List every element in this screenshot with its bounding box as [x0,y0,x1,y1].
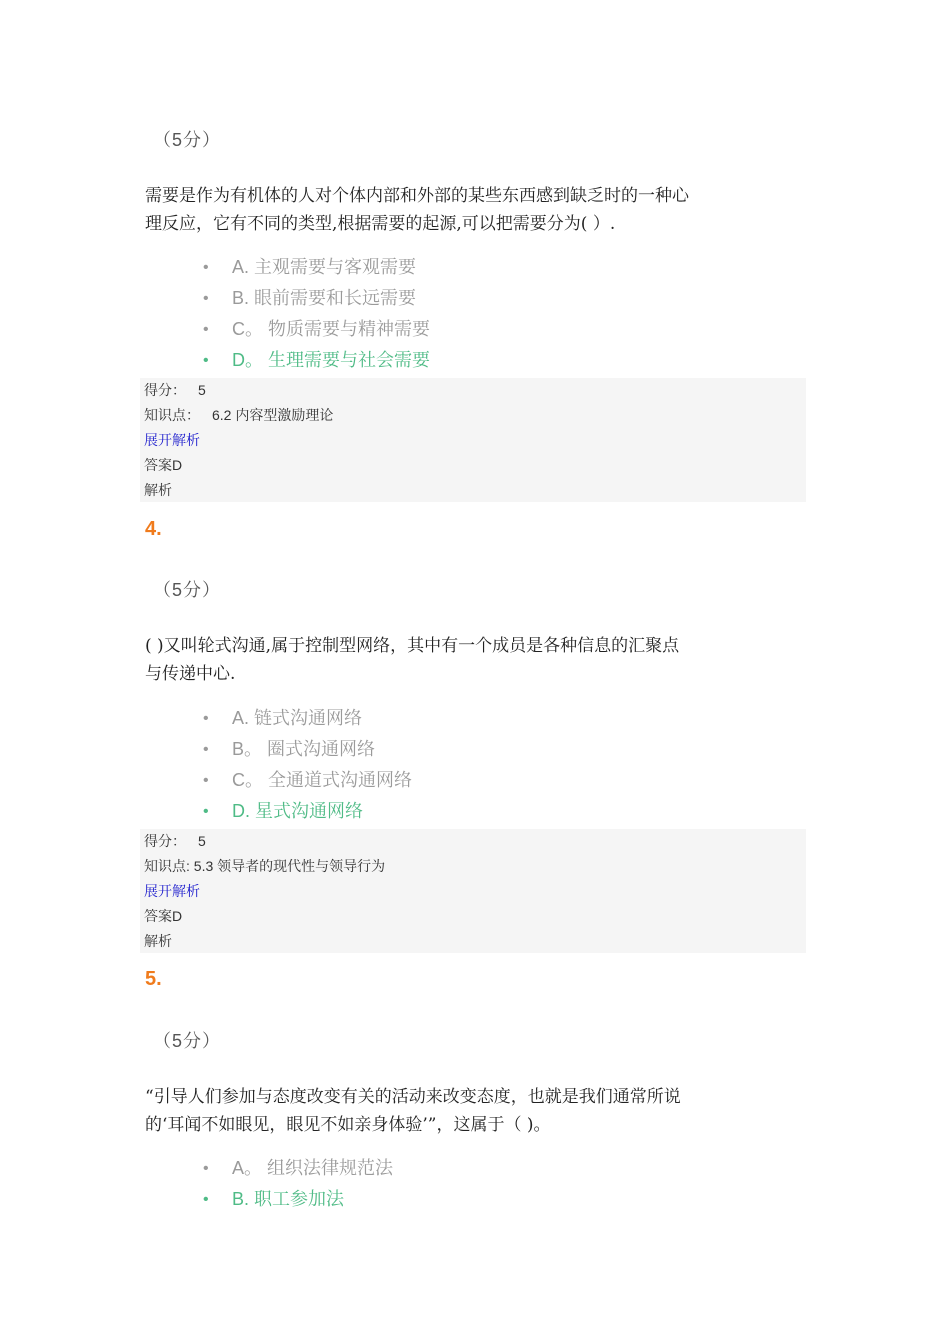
q4-analysis: 解析 [144,933,172,949]
q4-option-b-label: B。 圈式沟通网络 [232,739,376,759]
q3-option-b-label: B. 眼前需要和长远需要 [232,288,417,308]
q3-text-line2: 理反应，它有不同的类型,根据需要的起源,可以把需要分为( ）. [145,214,616,234]
score-value: 5 [198,382,206,398]
q4-option-c-label: C。 全通道式沟通网络 [232,770,412,790]
q4-knowledge-row: 知识点: 5.3 领导者的现代性与领导行为 [144,858,386,874]
q4-answer: 答案D [144,908,183,924]
q4-option-a-label: A. 链式沟通网络 [232,708,363,728]
q4-score-row [140,829,806,854]
q3-knowledge-row [140,403,806,428]
q4-text-line2: 与传递中心. [145,664,236,684]
q4-number: 4. [145,518,162,540]
q3-score: （5分） [153,130,222,150]
q4-text-line1: ( )又叫轮式沟通,属于控制型网络，其中有一个成员是各种信息的汇聚点 [145,636,680,656]
q5-option-b[interactable] [200,1184,393,1215]
q3-options [200,252,430,376]
score-label: 得分： [144,382,186,398]
knowledge-label: 知识点： [144,407,200,423]
q3-expand-analysis-link[interactable]: 展开解析 [144,432,200,448]
q3-option-a-label: A. 主观需要与客观需要 [232,257,417,277]
q3-option-b[interactable] [200,283,430,314]
q4-score: （5分） [153,580,222,600]
score-label: 得分： [144,833,186,849]
bullet-icon: • [203,803,209,820]
q5-option-a[interactable] [200,1153,393,1184]
q4-option-b[interactable] [200,734,412,765]
q5-options [200,1153,393,1215]
q3-option-c[interactable] [200,314,430,345]
q4-option-d-label: D. 星式沟通网络 [232,801,364,821]
bullet-icon: • [203,259,209,276]
q5-score: （5分） [153,1031,222,1051]
q3-option-d-label: D。 生理需要与社会需要 [232,350,430,370]
bullet-icon: • [203,352,209,369]
q5-option-a-label: A。 组织法律规范法 [232,1158,394,1178]
q3-question-text [145,182,745,238]
bullet-icon: • [203,1160,209,1177]
q4-expand-analysis-link[interactable]: 展开解析 [144,883,200,899]
q4-option-a[interactable] [200,703,412,734]
q3-score-row [140,378,806,403]
q4-options [200,703,412,827]
q4-info-panel [140,829,806,953]
q5-text-line2: 的‘耳闻不如眼见，眼见不如亲身体验’”，这属于（ )。 [145,1115,551,1135]
q3-answer: 答案D [144,457,183,473]
bullet-icon: • [203,772,209,789]
bullet-icon: • [203,321,209,338]
q3-text-line1: 需要是作为有机体的人对个体内部和外部的某些东西感到缺乏时的一种心 [145,186,689,206]
knowledge-value: 6.2 内容型激励理论 [212,407,334,423]
bullet-icon: • [203,290,209,307]
bullet-icon: • [203,1191,209,1208]
bullet-icon: • [203,741,209,758]
bullet-icon: • [203,710,209,727]
q3-option-c-label: C。 物质需要与精神需要 [232,319,430,339]
q3-option-d[interactable] [200,345,430,376]
q5-text-line1: “引导人们参加与态度改变有关的活动来改变态度，也就是我们通常所说 [145,1087,681,1107]
q5-question-text [145,1083,745,1139]
q4-option-d[interactable] [200,796,412,827]
q3-option-a[interactable] [200,252,430,283]
q5-number: 5. [145,968,162,990]
q3-info-panel [140,378,806,502]
q3-analysis: 解析 [144,482,172,498]
q4-question-text [145,632,745,688]
q5-option-b-label: B. 职工参加法 [232,1189,345,1209]
score-value: 5 [198,833,206,849]
q4-option-c[interactable] [200,765,412,796]
